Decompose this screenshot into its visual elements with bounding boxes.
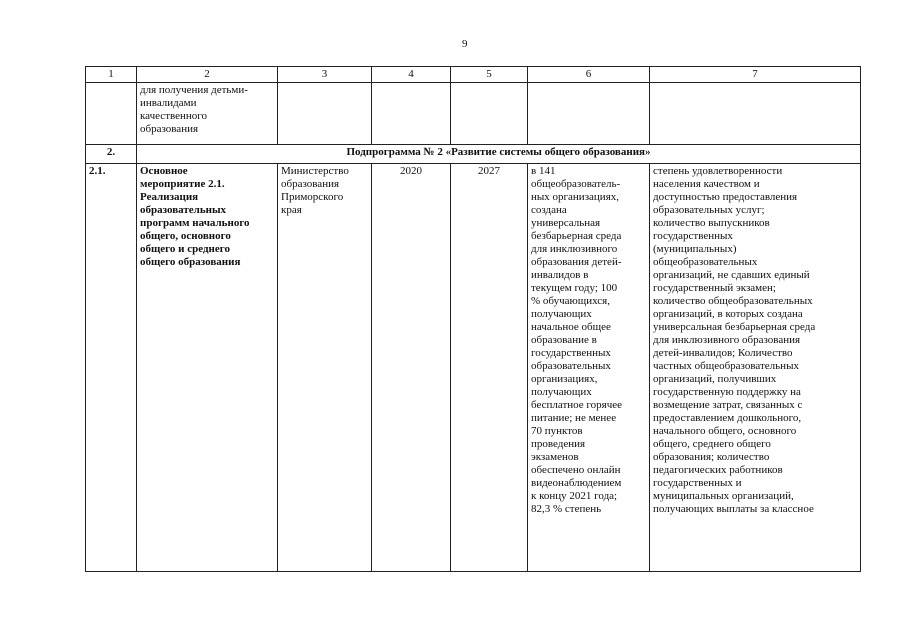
cell-name: для получения детьми- инвалидами качественного образования [137,83,278,145]
cell-end [451,83,528,145]
header-row [86,67,861,83]
continued-row [86,83,861,145]
header-col-5: 5 [451,67,528,83]
row-indicators: степень удовлетворенности населения качеством и доступностью предоставления образовательных услуг; количество выпускников государственных (муниципальных) общеобразовательных организаций, не сдавших единый государственный экзамен; количество общеобразовательных организаций, в которых создана универсальная безбарьерная среда для инклюзивного образования детей-инвалидов; Количество частных общеобразовательных организаций, получивших государственную поддержку на возмещение затрат, связанных с предоставлением дошкольного, начального общего, основного общего, среднего общего образования; количество педагогических работников государственных и муниципальных организаций, получающих выплаты за классное [650,164,861,572]
header-col-1: 1 [86,67,137,83]
header-col-7: 7 [650,67,861,83]
section-title: Подпрограмма № 2 «Развитие системы общего образования» [137,145,861,164]
cell-number [86,83,137,145]
cell-result [528,83,650,145]
header-col-2: 2 [137,67,278,83]
header-col-6: 6 [528,67,650,83]
row-end-year: 2027 [451,164,528,572]
section-row [86,145,861,164]
row-result: в 141 общеобразователь- ных организациях, создана универсальная безбарьерная среда для инклюзивного образования детей- инвалидов в текущем году; 100 % обучающихся, получающих начальное общее образование в государственных образовательных организациях, получающих бесплатное горячее питание; не менее 70 пунктов проведения экзаменов обеспечено онлайн видеонаблюдением к концу 2021 года; 82,3 % степень [528,164,650,572]
table-row [86,164,861,572]
cell-indicators [650,83,861,145]
header-col-4: 4 [372,67,451,83]
row-name: Основное мероприятие 2.1. Реализация образовательных программ начального общего, основного общего и среднего общего образования [137,164,278,572]
cell-start [372,83,451,145]
header-col-3: 3 [278,67,372,83]
program-table [85,66,861,572]
row-start-year: 2020 [372,164,451,572]
row-number: 2.1. [86,164,137,572]
cell-executor [278,83,372,145]
row-executor: Министерство образования Приморского края [278,164,372,572]
section-number: 2. [86,145,137,164]
page-number: 9 [462,38,468,50]
